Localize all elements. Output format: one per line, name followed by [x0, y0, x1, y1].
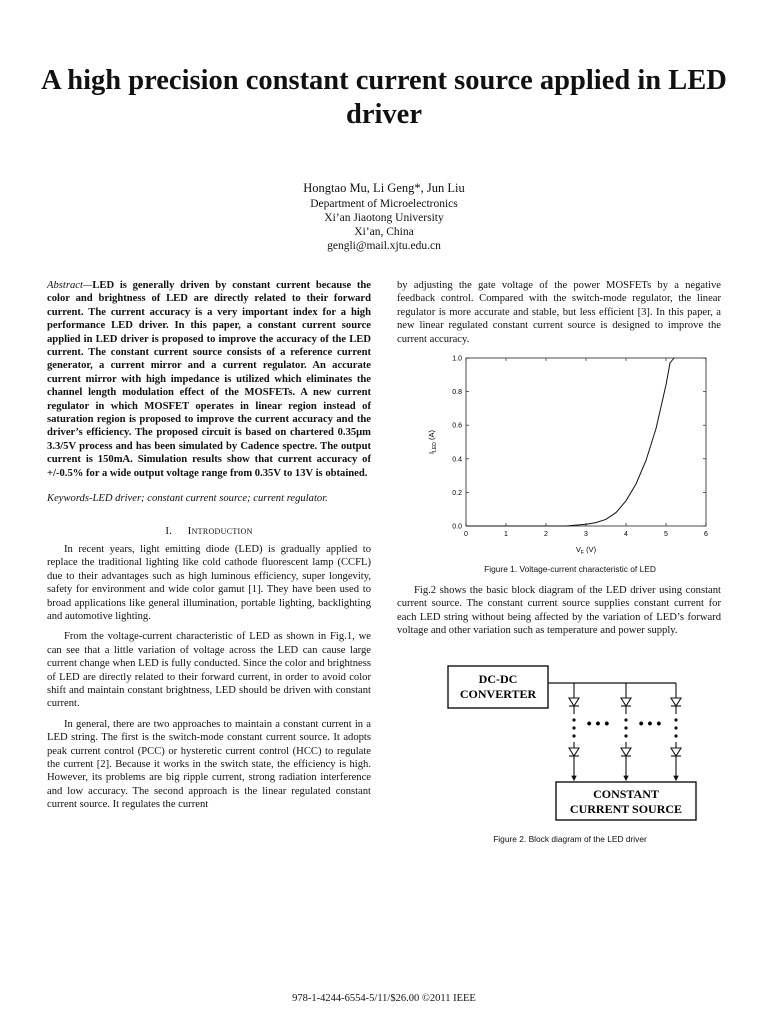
keywords: Keywords-LED driver; constant current source; current regulator.: [47, 493, 328, 505]
dc-dc-label-line2: CONVERTER: [459, 687, 537, 701]
x-tick-label: 0: [464, 531, 468, 538]
right-column-middle: [397, 584, 721, 638]
paragraph: by adjusting the gate voltage of the power MOSFETs by a negative feedback control. Compared with the switch-mode regulator, the linear regulator is more accurate and stable, but less efficient [3]. In this paper, a new linear regulated constant current source is designed to improve the current accuracy.: [397, 280, 721, 345]
continuation-dot: [572, 718, 575, 721]
led-diode-icon: [671, 698, 681, 706]
left-column: [47, 279, 371, 812]
abstract-dash: —: [82, 280, 93, 291]
x-axis-label: $V_F$ (V): [575, 545, 597, 556]
ellipsis-top: • • •: [638, 715, 662, 731]
author-names: Hongtao Mu, Li Geng*, Jun Liu: [303, 181, 465, 195]
y-tick-label: 0.4: [452, 456, 462, 464]
continuation-dot: [674, 734, 677, 737]
chart-ticks: [452, 356, 708, 539]
led-strings: [569, 683, 681, 780]
figure-2-caption: Figure 2. Block diagram of the LED driver: [493, 834, 647, 844]
x-tick-label: 3: [584, 531, 588, 538]
paragraph: In general, there are two approaches to maintain a constant current in a LED string. The first is the switch-mode constant current source. It adopts peak current control (PCC) or hysteretic current control (HCC) to regulate the current [2]. Because it works in the switch state, the efficiency is high. However, its problems are big ripple current, strong radiation interference and low accuracy. The second approach is the linear regulated constant current source. It regulates the current: [47, 718, 371, 811]
continuation-dot: [572, 734, 575, 737]
figure-2-block-diagram: [440, 660, 700, 825]
chart-series: [466, 358, 674, 526]
x-tick-label: 4: [624, 531, 628, 538]
y-tick-label: 0.0: [452, 523, 462, 531]
paper-title: A high precision constant current source applied in LED driver: [41, 65, 727, 130]
dc-dc-label-line1: DC-DC: [478, 672, 518, 686]
figure-1-caption: Figure 1. Voltage-current characteristic of LED: [484, 564, 656, 574]
paragraph: From the voltage-current characteristic of LED as shown in Fig.1, we can see that a little variation of voltage across the LED can cause large current change when LED is fully conducted. Since the color and brightness of LED are directly related to their forward current, in order to avoid color shift and maintain constant brightness, LED should be driven with constant current.: [47, 631, 371, 710]
abstract-text: LED is generally driven by constant current because the color and brightness of LED are directly related to their forward current. The current accuracy is a very important index for a high performance LED driver. In this paper, a constant current source applied in LED driver is proposed to improve the accuracy of the LED current. The constant current source consists of a reference current generator, a current mirror and a current regulator. An accurate current mirror with high impedance is utilized which eliminates the channel length modulation effect of the MOSFETs. A new current regulator in which MOSFET operates in linear region instead of saturation region is proposed to improve the current accuracy and the driver’s efficiency. The proposed circuit is based on chartered 0.35μm 3.3/5V process and has been simulated by Cadence spectre. The output current is 150mA. Simulation results show that current accuracy of +/-0.5% for a wide output voltage range from 0.35V to 13V is obtained.: [47, 280, 371, 479]
y-tick-label: 1.0: [452, 355, 462, 363]
continuation-dot: [624, 718, 627, 721]
section-title: Introduction: [187, 524, 253, 537]
led-diode-icon: [569, 698, 579, 706]
x-tick-label: 6: [704, 531, 708, 538]
abstract-lead: Abstract: [47, 280, 83, 291]
led-diode-icon: [671, 748, 681, 756]
plot-frame: [466, 358, 706, 526]
series-line: [466, 358, 674, 526]
ccs-label-line1: CONSTANT: [593, 787, 659, 801]
page-footer: 978-1-4244-6554-5/11/$26.00 ©2011 IEEE: [292, 993, 476, 1004]
author-email: gengli@mail.xjtu.edu.cn: [327, 240, 441, 252]
right-column-top: [397, 279, 721, 346]
abstract: [47, 279, 371, 480]
continuation-dot: [624, 734, 627, 737]
figure-1-chart: [418, 350, 718, 560]
y-tick-label: 0.2: [452, 489, 462, 497]
continuation-dot: [624, 726, 627, 729]
x-tick-label: 2: [544, 531, 548, 538]
ccs-label-line2: CURRENT SOURCE: [569, 802, 683, 816]
author-department: Department of Microelectronics: [310, 198, 458, 210]
section-numeral: I.: [165, 524, 173, 537]
author-location: Xi’an, China: [354, 226, 414, 238]
led-diode-icon: [621, 748, 631, 756]
chart-axes: [466, 358, 706, 526]
x-tick-label: 5: [664, 531, 668, 538]
x-tick-label: 1: [504, 531, 508, 538]
led-diode-icon: [621, 698, 631, 706]
y-tick-label: 0.6: [452, 422, 462, 430]
continuation-dot: [674, 726, 677, 729]
ellipsis-top: • • •: [586, 715, 610, 731]
paragraph: In recent years, light emitting diode (LED) is gradually applied to replace the traditional lighting like cold cathode fluorescent lamp (CCFL) due to their advantages such as high luminous efficiency, super longevity, safety for environment and wide color gamut [1]. They have been used to broad applications like general illumination, portable lighting, backlighting and automotive lighting.: [47, 543, 371, 622]
paragraph: Fig.2 shows the basic block diagram of the LED driver using constant current source. The constant current source supplies constant current for each LED string without being affected by the variation of LED’s forward voltage and other variation such as temperature and power supply.: [397, 585, 721, 637]
continuation-dot: [674, 718, 677, 721]
led-diode-icon: [569, 748, 579, 756]
y-tick-label: 0.8: [452, 389, 462, 397]
y-axis-label: $I_{LED}$ (A): [427, 430, 438, 454]
author-university: Xi’an Jiaotong University: [324, 212, 444, 224]
continuation-dot: [572, 726, 575, 729]
author-block: [200, 180, 568, 253]
section-heading: [47, 525, 371, 538]
